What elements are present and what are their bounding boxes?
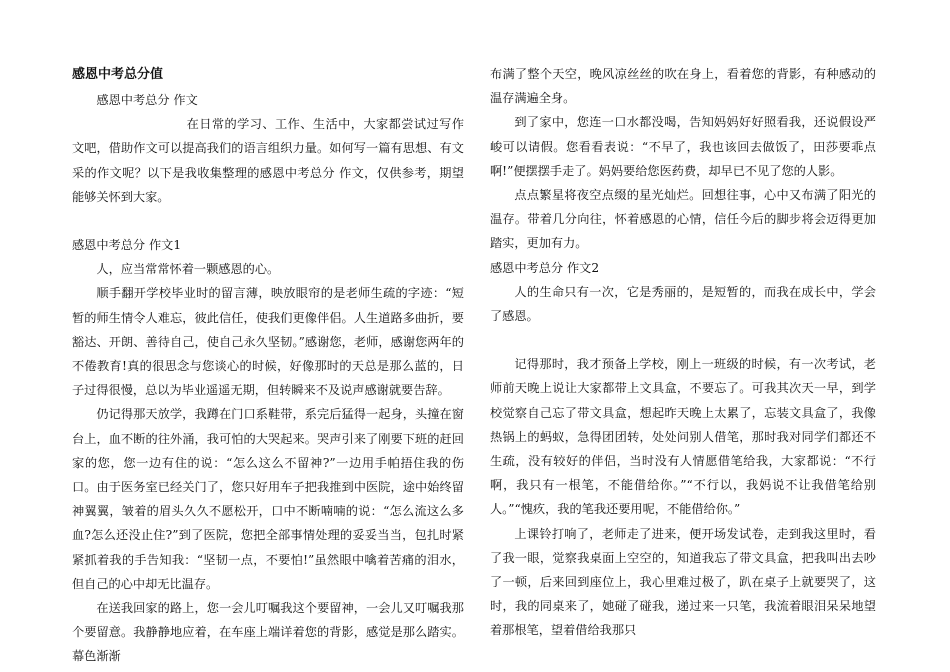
essay1-paragraph: 人，应当常常怀着一颗感恩的心。	[96, 262, 280, 277]
intro-paragraph: 在日常的学习、工作、生活中，大家都尝试过写作文吧，借助作文可以提高我们的语言组织力量。如何写一篇有思想、有文采的作文呢？以下是我收集整理的感恩中考总分 作文，仅供参考，期望能够关怀到大家。	[72, 117, 464, 204]
essay2-heading: 感恩中考总分 作文2	[490, 260, 600, 275]
essay2-paragraph: 记得那时，我才预备上学校，刚上一班级的时候，有一次考试，老师前天晚上说让大家都带上文具盒，不要忘了。可我其次天一早，到学校觉察自己忘了带文具盒，想起昨天晚上太累了，忘装文具盒了，我像热锅上的蚂蚁，急得团团转，处处问别人借笔，那时我对同学们都还不生疏，没有较好的伴侣，当时没有人情愿借笔给我，大家都说：“不行啊，我只有一根笔，不能借给你。”“不行以，我妈说不让我借笔给别人。”“愧疚，我的笔我还要用呢，不能借给你。”	[490, 357, 876, 517]
essay1-paragraph: 布满了整个天空，晚风凉丝丝的吹在身上，看着您的背影，有种感动的温存满遍全身。	[490, 67, 876, 106]
essay2-paragraph: 人的生命只有一次，它是秀丽的，是短暂的，而我在成长中，学会了感恩。	[490, 284, 876, 324]
subtitle: 感恩中考总分 作文	[96, 93, 198, 107]
essay2-paragraph: 上课铃打响了，老师走了进来，便开场发试卷，走到我这里时，看了我一眼，觉察我桌面上空空的，知道我忘了带文具盒，把我叫出去吵了一顿，后来回到座位上，我心里难过极了，趴在桌子上就要哭了，这时，我的同桌来了，她碰了碰我，递过来一只笔，我流着眼泪呆呆地望着那根笔，望着借给我那只	[490, 526, 876, 638]
spacer	[72, 209, 464, 233]
left-column	[72, 62, 464, 669]
spacer	[490, 328, 876, 352]
right-column	[490, 62, 876, 643]
essay1-paragraph: 点点繁星将夜空点缀的星光灿烂。回想往事，心中又布满了阳光的温存。带着几分向往，怀着感恩的心情，信任今后的脚步将会迈得更加踏实，更加有力。	[490, 188, 876, 251]
page-title: 感恩中考总分值	[72, 67, 164, 82]
essay1-heading: 感恩中考总分 作文1	[72, 238, 182, 253]
essay1-paragraph: 到了家中，您连一口水都没喝，告知妈妈好好照看我，还说假设严峻可以请假。您看看表说：“不早了，我也该回去做饭了，田莎要乖点啊!”便摆摆手走了。妈妈要给您医药费，却早已不见了您的人影。	[490, 115, 876, 178]
essay1-paragraph: 仍记得那天放学，我蹲在门口系鞋带，系完后猛得一起身，头撞在窗台上，血不断的往外涌，我可怕的大哭起来。哭声引来了刚要下班的赶回家的您，您一边有住的说：“怎么这么不留神?”一边用手帕捂住我的伤口。由于医务室已经关门了，您只好用车子把我推到中医院，途中始终留神翼翼，皱着的眉头久久不愿松开，口中不断喃喃的说：“怎么流这么多血?怎么还没止住?”到了医院，您把全部事情处理的妥妥当当，包扎时紧紧抓着我的手告知我：“坚韧一点，不要怕!”虽然眼中噙着苦痛的泪水，但自己的心中却无比温存。	[72, 407, 464, 591]
essay1-paragraph: 顺手翻开学校毕业时的留言薄，映放眼帘的是老师生疏的字迹：“短暂的师生情令人难忘，彼此信任，使我们更像伴侣。人生道路多曲折，要豁达、开朗、善待自己，使自己永久坚韧。”感谢您，老师，感谢您两年的不倦教育!真的很思念与您谈心的时候，好像那时的天总是那么蓝的，日子过得很慢，总以为毕业遥遥无期，但转瞬来不及说声感谢就要告辞。	[72, 286, 464, 398]
essay1-paragraph: 在送我回家的路上，您一会儿叮嘱我这个要留神，一会儿又叮嘱我那个要留意。我静静地应着，在车座上端详着您的背影，感觉是那么踏实。幕色渐渐	[72, 601, 464, 664]
